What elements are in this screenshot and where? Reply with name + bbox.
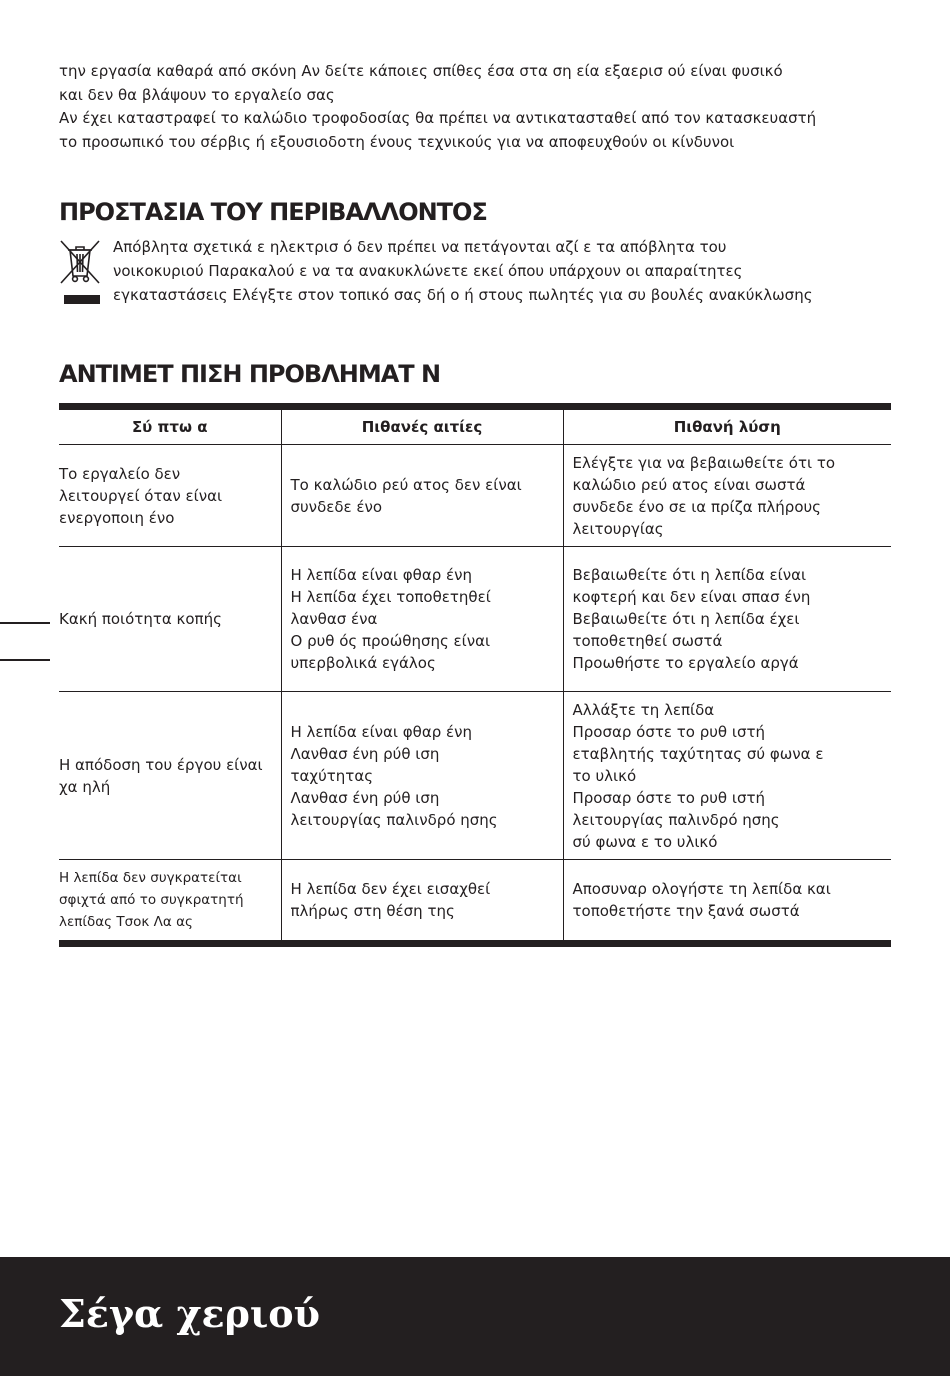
- causes-cell: [281, 860, 563, 944]
- solutions-cell: [563, 860, 891, 944]
- cell-text: Το εργαλείο δεν: [59, 464, 181, 483]
- table-row: [59, 547, 891, 692]
- causes-cell: [281, 445, 563, 547]
- intro-line: Αν έχει καταστραφεί το καλώδιο τροφοδοσίας θα πρέπει να αντικατασταθεί από τον κατασκευαστή: [59, 109, 817, 127]
- cell-text: κοφτερή και δεν είναι σπασ ένη: [572, 588, 811, 606]
- cell-text: Βεβαιωθείτε ότι η λεπίδα έχει: [572, 610, 800, 628]
- cell-text: πλήρως στη θέση της: [290, 902, 455, 920]
- cell-text: ταχύτητας: [290, 766, 374, 785]
- cell-text: ενεργοποιη ένο: [59, 508, 175, 527]
- cell-text: Η λεπίδα είναι φθαρ ένη: [290, 722, 473, 741]
- cell-text: εταβλητής ταχύτητας σύ φωνα ε: [572, 744, 824, 763]
- cell-text: Προωθήστε το εργαλείο αργά: [572, 654, 799, 672]
- cell-text: τοποθετήστε την ξανά σωστά: [572, 902, 800, 920]
- troubleshooting-table: [59, 403, 891, 947]
- table-row: [59, 860, 891, 944]
- cell-text: υπερβολικά εγάλος: [290, 654, 436, 672]
- environment-heading: ΠΡΟΣΤΑΣΙΑ ΤΟΥ ΠΕΡΙΒΑΛΛΟΝΤΟΣ: [59, 198, 487, 226]
- intro-text: [59, 60, 909, 154]
- intro-line: το προσωπικό του σέρβις ή εξουσιοδοτη ένους τεχνικούς για να αποφευχθούν οι κίνδυνοι: [59, 132, 735, 151]
- footer-band: [0, 1257, 950, 1376]
- symptom-cell: [59, 445, 281, 547]
- cell-text: Λανθασ ένη ρύθ ιση: [290, 788, 440, 807]
- cell-text: το υλικό: [572, 766, 637, 785]
- cell-text: λειτουργίας: [572, 519, 664, 538]
- cell-text: Βεβαιωθείτε ότι η λεπίδα είναι: [572, 566, 807, 584]
- intro-line: και δεν θα βλάψουν το εργαλείο σας: [59, 85, 335, 104]
- margin-tick-mark: [0, 659, 50, 661]
- cell-text: Το καλώδιο ρεύ ατος δεν είναι: [290, 475, 522, 494]
- solutions-cell: [563, 547, 891, 692]
- cell-text: Η λεπίδα είναι φθαρ ένη: [290, 566, 473, 584]
- environment-line: εγκαταστάσεις Ελέγξτε στον τοπικό σας δή ο ή στους πωλητές για συ βουλές ανακύκλωσης: [113, 285, 813, 304]
- symptom-cell: [59, 860, 281, 944]
- cell-text: λεπίδας Τσοκ Λα ας: [59, 914, 193, 930]
- causes-cell: [281, 547, 563, 692]
- troubleshooting-heading: ΑΝΤΙΜΕΤ ΠΙΣΗ ΠΡΟΒΛΗΜΑΤ Ν: [59, 360, 441, 388]
- cell-text: λειτουργίας παλινδρό ησης: [290, 810, 498, 829]
- cell-text: λειτουργίας παλινδρό ησης: [572, 810, 780, 829]
- crossed-out-wheeled-bin-icon: [58, 238, 102, 308]
- environment-line: νοικοκυριού Παρακαλού ε να τα ανακυκλώνετε εκεί όπου υπάρχουν οι απαραίτητες: [113, 261, 743, 280]
- cell-text: Η απόδοση του έργου είναι: [59, 755, 263, 774]
- column-header-symptom: Σύ πτω α: [59, 407, 281, 445]
- cell-text: Λανθασ ένη ρύθ ιση: [290, 744, 440, 763]
- cell-text: Η λεπίδα έχει τοποθετηθεί: [290, 588, 491, 606]
- table-row: [59, 692, 891, 860]
- table-header-row: [59, 407, 891, 445]
- cell-text: Η λεπίδα δεν συγκρατείται: [59, 870, 242, 886]
- footer-title: Σέγα χεριού: [59, 1291, 320, 1336]
- cell-text: συνδεδε ένο: [290, 497, 383, 516]
- cell-text: λανθασ ένα: [290, 610, 378, 628]
- margin-tick-mark: [0, 622, 50, 624]
- environment-text: [113, 236, 913, 307]
- cell-text: Αλλάξτε τη λεπίδα: [572, 700, 715, 719]
- cell-text: τοποθετηθεί σωστά: [572, 632, 723, 650]
- cell-text: Η λεπίδα δεν έχει εισαχθεί: [290, 880, 491, 898]
- cell-text: χα ηλή: [59, 777, 111, 796]
- cell-text: Ο ρυθ ός προώθησης είναι: [290, 632, 491, 650]
- solutions-cell: [563, 445, 891, 547]
- intro-line: την εργασία καθαρά από σκόνη Αν δείτε κάποιες σπίθες έσα στα ση εία εξαερισ ού είναι φυσικό: [59, 62, 783, 80]
- causes-cell: [281, 692, 563, 860]
- column-header-solutions: Πιθανή λύση: [563, 407, 891, 445]
- cell-text: Κακή ποιότητα κοπής: [59, 610, 222, 628]
- symptom-cell: [59, 692, 281, 860]
- column-header-causes: Πιθανές αιτίες: [281, 407, 563, 445]
- cell-text: λειτουργεί όταν είναι: [59, 486, 223, 505]
- cell-text: συνδεδε ένο σε ια πρίζα πλήρους: [572, 497, 821, 516]
- cell-text: καλώδιο ρεύ ατος είναι σωστά: [572, 475, 806, 494]
- cell-text: Προσαρ όστε το ρυθ ιστή: [572, 722, 765, 741]
- environment-line: Απόβλητα σχετικά ε ηλεκτρισ ό δεν πρέπει να πετάγονται αζί ε τα απόβλητα του: [113, 238, 727, 256]
- cell-text: σύ φωνα ε το υλικό: [572, 832, 718, 851]
- cell-text: Αποσυναρ ολογήστε τη λεπίδα και: [572, 880, 831, 898]
- table-row: [59, 445, 891, 547]
- cell-text: σφιχτά από το συγκρατητή: [59, 892, 244, 908]
- cell-text: Προσαρ όστε το ρυθ ιστή: [572, 788, 765, 807]
- cell-text: Ελέγξτε για να βεβαιωθείτε ότι το: [572, 453, 836, 472]
- solutions-cell: [563, 692, 891, 860]
- symptom-cell: [59, 547, 281, 692]
